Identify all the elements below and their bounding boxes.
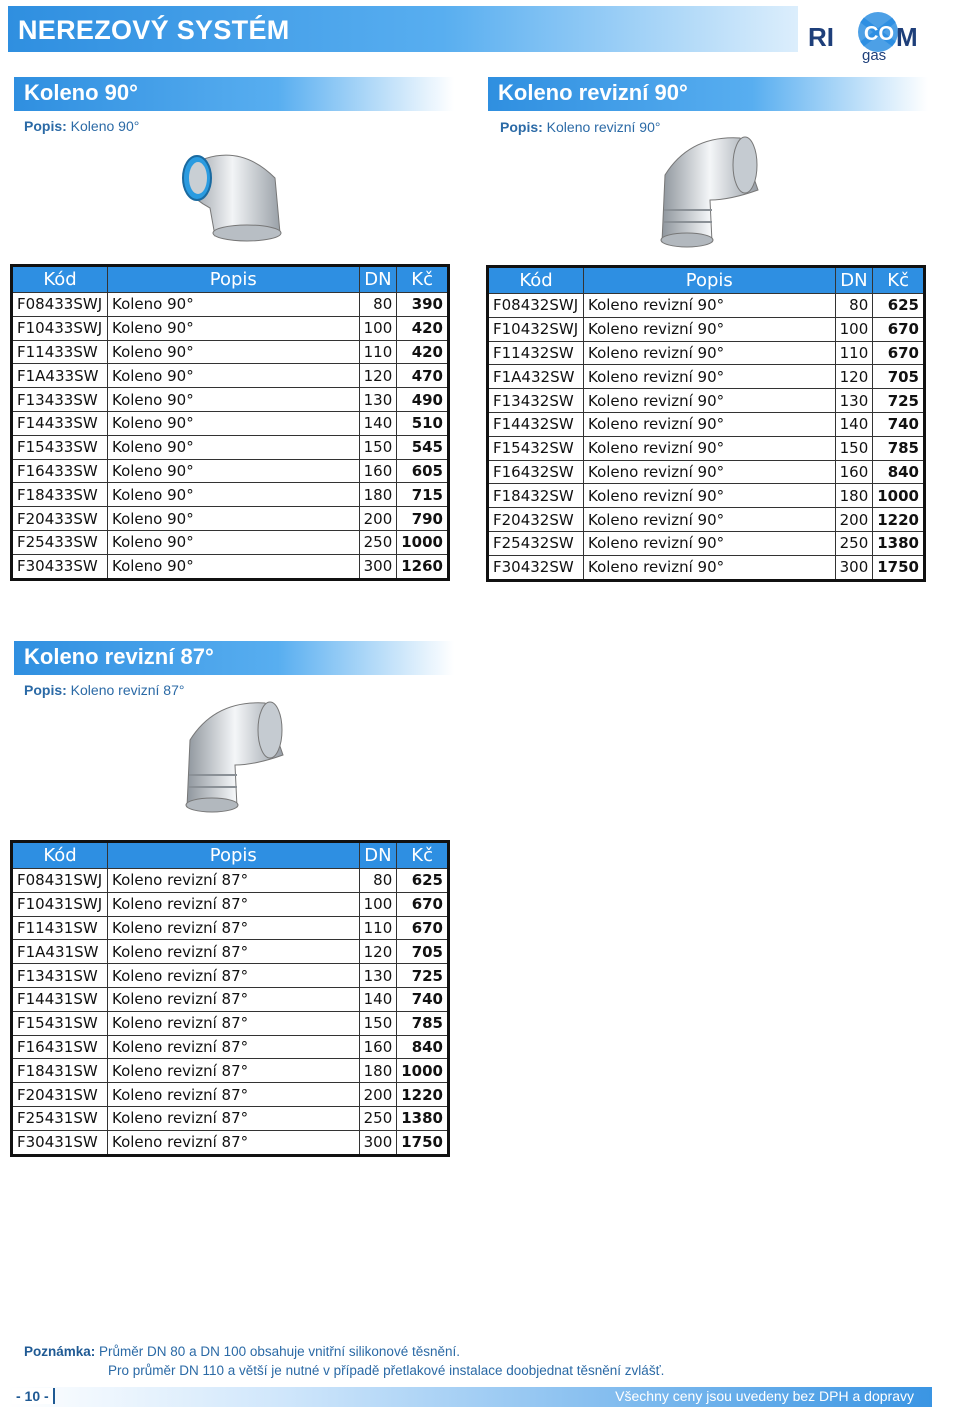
section-title-band [14, 77, 454, 111]
cell-description: Koleno 90° [108, 388, 360, 412]
column-header-description: Popis [584, 267, 836, 294]
table-row [488, 555, 925, 580]
column-header-price: Kč [873, 267, 925, 294]
cell-dn: 120 [359, 364, 397, 388]
cell-description: Koleno revizní 87° [108, 1130, 360, 1155]
cell-code: F08433SWJ [12, 293, 108, 317]
cell-code: F11432SW [488, 341, 584, 365]
cell-price: 670 [397, 892, 449, 916]
cell-description: Koleno 90° [108, 483, 360, 507]
cell-price: 510 [397, 411, 449, 435]
note-label: Poznámka: [24, 1344, 96, 1359]
table-row [12, 869, 449, 893]
cell-description: Koleno revizní 90° [584, 412, 836, 436]
column-header-dn: DN [359, 266, 397, 293]
column-header-code: Kód [12, 266, 108, 293]
column-header-dn: DN [835, 267, 873, 294]
page-number: - 10 - [12, 1388, 55, 1404]
cell-dn: 80 [835, 294, 873, 318]
cell-price: 1000 [397, 530, 449, 554]
table-row [488, 412, 925, 436]
cell-price: 785 [873, 436, 925, 460]
cell-dn: 110 [359, 916, 397, 940]
cell-price: 420 [397, 340, 449, 364]
cell-dn: 120 [359, 940, 397, 964]
cell-description: Koleno revizní 87° [108, 892, 360, 916]
note-block [24, 1342, 664, 1380]
table-row [12, 483, 449, 507]
table-row [488, 294, 925, 318]
elbow-90-image [175, 138, 290, 247]
inspection-elbow-87-image [175, 695, 290, 819]
cell-price: 725 [397, 964, 449, 988]
table-row [12, 940, 449, 964]
cell-code: F25432SW [488, 531, 584, 555]
cell-price: 1000 [873, 484, 925, 508]
cell-dn: 130 [359, 964, 397, 988]
svg-text:M: M [896, 22, 918, 52]
cell-code: F20431SW [12, 1083, 108, 1107]
cell-code: F14433SW [12, 411, 108, 435]
cell-dn: 300 [359, 554, 397, 579]
cell-price: 1220 [873, 508, 925, 532]
cell-code: F30431SW [12, 1130, 108, 1155]
cell-code: F16432SW [488, 460, 584, 484]
cell-dn: 200 [359, 1083, 397, 1107]
table-row [488, 341, 925, 365]
description-label: Popis: [500, 119, 543, 135]
cell-code: F16431SW [12, 1035, 108, 1059]
cell-dn: 150 [359, 1011, 397, 1035]
table-row [12, 340, 449, 364]
cell-price: 725 [873, 389, 925, 413]
column-header-description: Popis [108, 266, 360, 293]
cell-dn: 150 [835, 436, 873, 460]
cell-description: Koleno revizní 87° [108, 1106, 360, 1130]
cell-dn: 80 [359, 293, 397, 317]
cell-dn: 300 [835, 555, 873, 580]
cell-code: F10432SWJ [488, 317, 584, 341]
section-title: Koleno revizní 87° [24, 644, 214, 669]
cell-price: 670 [873, 317, 925, 341]
cell-price: 470 [397, 364, 449, 388]
description-line [500, 119, 660, 135]
description-line [24, 118, 139, 134]
column-header-description: Popis [108, 842, 360, 869]
cell-price: 705 [397, 940, 449, 964]
cell-price: 715 [397, 483, 449, 507]
cell-price: 545 [397, 435, 449, 459]
table-row [12, 892, 449, 916]
cell-code: F18431SW [12, 1059, 108, 1083]
table-row [488, 365, 925, 389]
cell-dn: 180 [359, 483, 397, 507]
table-row [12, 554, 449, 579]
cell-dn: 140 [359, 411, 397, 435]
cell-dn: 250 [835, 531, 873, 555]
cell-price: 420 [397, 316, 449, 340]
cell-description: Koleno 90° [108, 435, 360, 459]
cell-code: F14431SW [12, 987, 108, 1011]
cell-dn: 120 [835, 365, 873, 389]
price-table-koleno-90 [10, 264, 450, 581]
footer-note: Všechny ceny jsou uvedeny bez DPH a dopravy [615, 1388, 914, 1404]
section-title: Koleno 90° [24, 80, 138, 105]
cell-dn: 160 [359, 459, 397, 483]
table-row [488, 508, 925, 532]
table-header-row [488, 267, 925, 294]
table-row [12, 530, 449, 554]
svg-text:gas: gas [862, 47, 887, 64]
table-row [12, 1011, 449, 1035]
cell-dn: 200 [359, 507, 397, 531]
table-row [12, 411, 449, 435]
cell-price: 785 [397, 1011, 449, 1035]
cell-description: Koleno revizní 87° [108, 1059, 360, 1083]
table-row [12, 1083, 449, 1107]
cell-price: 840 [397, 1035, 449, 1059]
cell-dn: 160 [359, 1035, 397, 1059]
cell-description: Koleno 90° [108, 459, 360, 483]
cell-description: Koleno 90° [108, 340, 360, 364]
section-title: Koleno revizní 90° [498, 80, 688, 105]
ricom-gas-logo [800, 2, 950, 66]
cell-dn: 140 [835, 412, 873, 436]
cell-description: Koleno 90° [108, 293, 360, 317]
table-row [12, 459, 449, 483]
table-row [12, 316, 449, 340]
svg-text:CO: CO [864, 23, 894, 45]
cell-description: Koleno 90° [108, 507, 360, 531]
cell-code: F08431SWJ [12, 869, 108, 893]
table-row [12, 507, 449, 531]
cell-code: F13433SW [12, 388, 108, 412]
cell-price: 1380 [397, 1106, 449, 1130]
cell-description: Koleno revizní 87° [108, 1083, 360, 1107]
cell-dn: 130 [359, 388, 397, 412]
cell-dn: 200 [835, 508, 873, 532]
cell-price: 1380 [873, 531, 925, 555]
cell-price: 1000 [397, 1059, 449, 1083]
cell-description: Koleno revizní 90° [584, 531, 836, 555]
column-header-code: Kód [488, 267, 584, 294]
cell-code: F25433SW [12, 530, 108, 554]
description-line [24, 682, 184, 698]
cell-description: Koleno revizní 90° [584, 317, 836, 341]
cell-description: Koleno revizní 87° [108, 869, 360, 893]
table-row [12, 1059, 449, 1083]
cell-price: 670 [397, 916, 449, 940]
table-header-row [12, 842, 449, 869]
cell-dn: 160 [835, 460, 873, 484]
cell-price: 1220 [397, 1083, 449, 1107]
table-row [488, 484, 925, 508]
cell-description: Koleno revizní 90° [584, 341, 836, 365]
cell-description: Koleno revizní 90° [584, 365, 836, 389]
cell-description: Koleno revizní 87° [108, 964, 360, 988]
cell-dn: 140 [359, 987, 397, 1011]
cell-price: 840 [873, 460, 925, 484]
table-row [12, 916, 449, 940]
cell-price: 625 [397, 869, 449, 893]
cell-description: Koleno revizní 90° [584, 436, 836, 460]
cell-code: F11433SW [12, 340, 108, 364]
table-row [12, 987, 449, 1011]
cell-code: F1A433SW [12, 364, 108, 388]
cell-code: F11431SW [12, 916, 108, 940]
cell-code: F08432SWJ [488, 294, 584, 318]
column-header-code: Kód [12, 842, 108, 869]
cell-code: F18433SW [12, 483, 108, 507]
table-row [12, 1106, 449, 1130]
cell-price: 490 [397, 388, 449, 412]
table-row [12, 1130, 449, 1155]
cell-price: 605 [397, 459, 449, 483]
cell-price: 705 [873, 365, 925, 389]
cell-description: Koleno revizní 87° [108, 940, 360, 964]
cell-description: Koleno 90° [108, 554, 360, 579]
cell-dn: 100 [359, 316, 397, 340]
table-row [488, 460, 925, 484]
description-value: Koleno 90° [70, 118, 140, 134]
cell-description: Koleno 90° [108, 364, 360, 388]
cell-price: 670 [873, 341, 925, 365]
cell-description: Koleno revizní 90° [584, 389, 836, 413]
cell-description: Koleno revizní 87° [108, 987, 360, 1011]
cell-dn: 110 [835, 341, 873, 365]
description-value: Koleno revizní 90° [546, 119, 661, 135]
cell-price: 740 [873, 412, 925, 436]
table-row [12, 364, 449, 388]
cell-dn: 180 [835, 484, 873, 508]
cell-code: F18432SW [488, 484, 584, 508]
description-label: Popis: [24, 682, 67, 698]
table-row [488, 389, 925, 413]
cell-code: F10433SWJ [12, 316, 108, 340]
table-row [488, 531, 925, 555]
price-table-koleno-revizni-90 [486, 265, 926, 582]
cell-code: F25431SW [12, 1106, 108, 1130]
cell-price: 740 [397, 987, 449, 1011]
note-line-2: Pro průměr DN 110 a větší je nutné v případě přetlakové instalace doobjednat těsnění zvlášť. [108, 1363, 665, 1378]
cell-dn: 250 [359, 1106, 397, 1130]
cell-description: Koleno revizní 87° [108, 916, 360, 940]
cell-code: F20433SW [12, 507, 108, 531]
cell-code: F14432SW [488, 412, 584, 436]
cell-description: Koleno 90° [108, 530, 360, 554]
column-header-dn: DN [359, 842, 397, 869]
cell-dn: 150 [359, 435, 397, 459]
cell-code: F1A431SW [12, 940, 108, 964]
cell-description: Koleno revizní 87° [108, 1011, 360, 1035]
cell-description: Koleno revizní 90° [584, 555, 836, 580]
table-row [12, 964, 449, 988]
page-title: NEREZOVÝ SYSTÉM [18, 15, 290, 45]
cell-price: 1750 [873, 555, 925, 580]
cell-dn: 100 [359, 892, 397, 916]
cell-code: F1A432SW [488, 365, 584, 389]
table-row [12, 1035, 449, 1059]
cell-code: F30432SW [488, 555, 584, 580]
cell-price: 790 [397, 507, 449, 531]
cell-description: Koleno revizní 90° [584, 294, 836, 318]
cell-description: Koleno 90° [108, 316, 360, 340]
svg-text:RI: RI [808, 22, 834, 52]
cell-dn: 110 [359, 340, 397, 364]
cell-description: Koleno revizní 90° [584, 484, 836, 508]
column-header-price: Kč [397, 266, 449, 293]
cell-dn: 130 [835, 389, 873, 413]
cell-code: F13431SW [12, 964, 108, 988]
header-bar [8, 6, 798, 52]
price-table-koleno-revizni-87 [10, 840, 450, 1157]
cell-price: 390 [397, 293, 449, 317]
column-header-price: Kč [397, 842, 449, 869]
inspection-elbow-90-image [650, 130, 765, 254]
cell-description: Koleno revizní 90° [584, 460, 836, 484]
section-title-band [488, 77, 928, 111]
note-line-1: Průměr DN 80 a DN 100 obsahuje vnitřní silikonové těsnění. [99, 1344, 460, 1359]
cell-description: Koleno 90° [108, 411, 360, 435]
cell-price: 1750 [397, 1130, 449, 1155]
cell-price: 625 [873, 294, 925, 318]
description-label: Popis: [24, 118, 67, 134]
cell-code: F30433SW [12, 554, 108, 579]
table-row [12, 435, 449, 459]
cell-price: 1260 [397, 554, 449, 579]
cell-code: F16433SW [12, 459, 108, 483]
cell-code: F15431SW [12, 1011, 108, 1035]
table-row [488, 317, 925, 341]
cell-description: Koleno revizní 90° [584, 508, 836, 532]
cell-code: F20432SW [488, 508, 584, 532]
cell-dn: 180 [359, 1059, 397, 1083]
cell-dn: 250 [359, 530, 397, 554]
table-header-row [12, 266, 449, 293]
description-value: Koleno revizní 87° [70, 682, 185, 698]
table-row [12, 293, 449, 317]
cell-code: F15433SW [12, 435, 108, 459]
cell-dn: 80 [359, 869, 397, 893]
cell-dn: 100 [835, 317, 873, 341]
cell-code: F10431SWJ [12, 892, 108, 916]
cell-code: F13432SW [488, 389, 584, 413]
section-title-band [14, 641, 454, 675]
cell-description: Koleno revizní 87° [108, 1035, 360, 1059]
table-row [488, 436, 925, 460]
cell-code: F15432SW [488, 436, 584, 460]
cell-dn: 300 [359, 1130, 397, 1155]
table-row [12, 388, 449, 412]
